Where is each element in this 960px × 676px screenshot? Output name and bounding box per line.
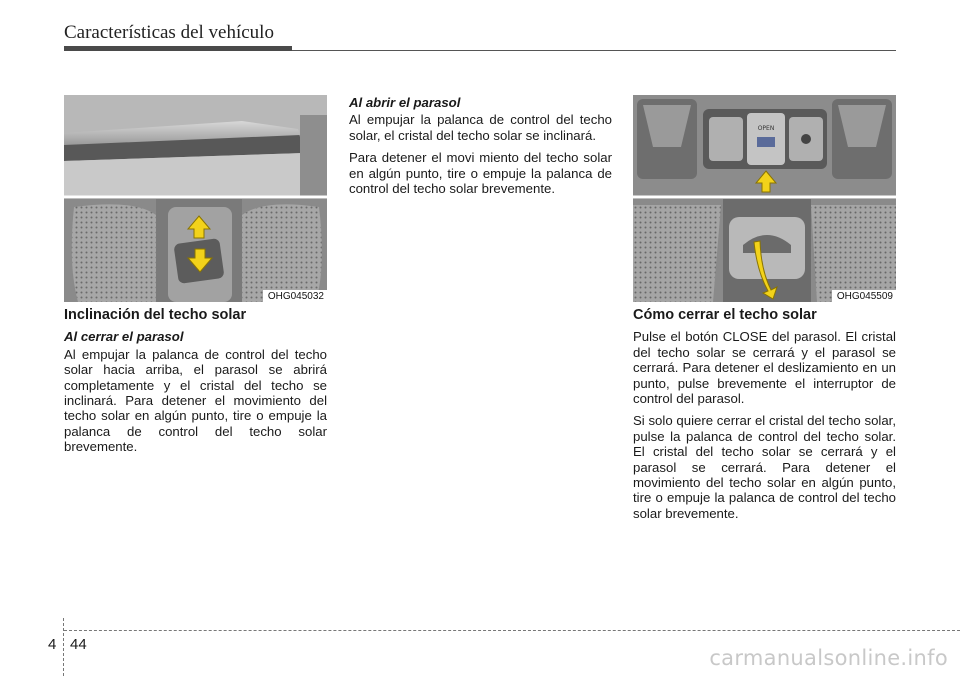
left-text-column — [64, 308, 327, 462]
figure-label-right: OHG045509 — [832, 290, 896, 302]
subsection-title-open-shade: Al abrir el parasol — [349, 95, 461, 110]
figure-sunroof-close — [633, 95, 896, 302]
footer-chapter-number: 4 — [48, 636, 57, 653]
figure-label-left: OHG045032 — [263, 290, 327, 302]
section-title-close-sunroof: Cómo cerrar el techo solar — [633, 307, 817, 323]
sunroof-close-illustration — [633, 95, 896, 302]
section-title-tilt: Inclinación del techo solar — [64, 307, 247, 323]
header-rule-thin — [292, 50, 896, 51]
sunroof-tilt-illustration — [64, 95, 327, 302]
header-rule-thick — [64, 46, 292, 51]
right-text-column — [633, 308, 896, 528]
paragraph-open-shade-2: Para detener el movi miento del techo solar en algún punto, tire o empuje la palanca de control del techo solar brevemente. — [349, 150, 612, 197]
paragraph-open-shade-1: Al empujar la palanca de control del techo solar, el cristal del techo solar se inclinará. — [349, 112, 612, 143]
footer-dashed-divider — [63, 618, 64, 676]
page-header-title: Características del vehículo — [64, 22, 274, 43]
figure-sunroof-tilt — [64, 95, 327, 302]
subsection-title-close-shade: Al cerrar el parasol — [64, 329, 184, 345]
open-button-text: OPEN — [757, 125, 775, 132]
paragraph-close-sunroof-2: Si solo quiere cerrar el cristal del techo solar, pulse la palanca de control del techo solar. El cristal del techo solar se cerrará y el parasol se cerrará. Para detener el movimiento del techo solar en algún punto, tire o empuje la palanca de control del techo solar brevemente. — [633, 413, 896, 521]
footer-page-number: 44 — [70, 636, 87, 653]
watermark-text: carmanualsonline.info — [709, 646, 948, 670]
paragraph-close-shade: Al empujar la palanca de control del techo solar hacia arriba, el parasol se abrirá completamente y el cristal del techo se inclinará. Para detener el movimiento del techo solar en algún punto, tire o empuje la palanca de control del techo solar brevemente. — [64, 346, 327, 455]
paragraph-close-sunroof-1: Pulse el botón CLOSE del parasol. El cristal del techo solar se cerrará y el parasol se cerrará. Para detener el deslizamiento en un punto, pulse brevemente el interruptor de control del parasol. — [633, 329, 896, 407]
middle-text-column — [349, 95, 612, 203]
footer-dashed-rule — [64, 630, 960, 631]
